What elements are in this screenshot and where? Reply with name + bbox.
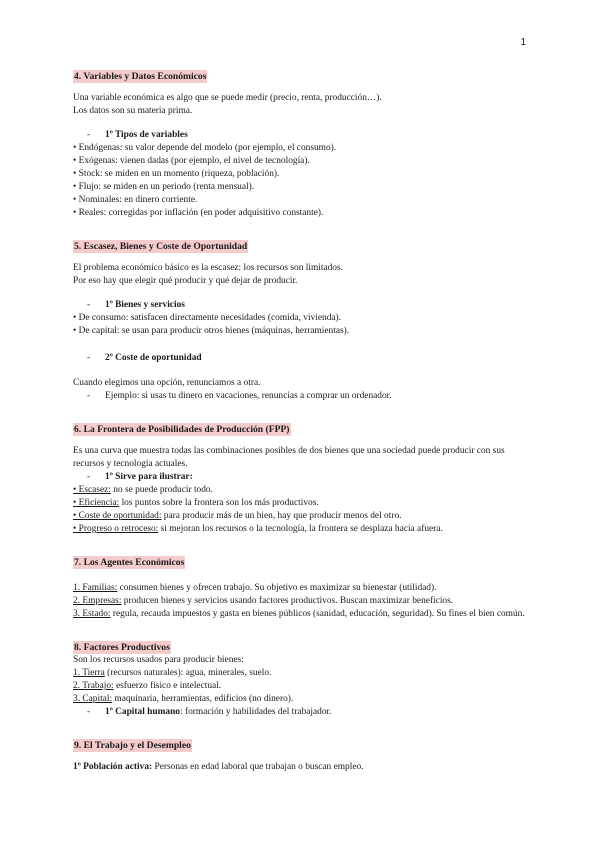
list-item: • Nominales: en dinero corriente. <box>73 195 198 205</box>
subheading: - 1º Bienes y servicios <box>87 300 185 310</box>
list-item: • Stock: se miden en un momento (riqueza, población). <box>73 169 280 179</box>
list-item: 3. Capital: maquinaria, herramientas, edificios (no dinero). <box>73 694 294 704</box>
section-title: 8. Factores Productivos <box>74 642 170 653</box>
list-item: 3. Estado: regula, recauda impuestos y gasta en bienes públicos (sanidad, educación, seguridad). Su fines el bien común. <box>73 609 525 619</box>
section-title: 4. Variables y Datos Económicos <box>74 71 207 82</box>
section-8 <box>73 641 533 719</box>
list-item: • De capital: se usan para producir otros bienes (máquinas, herramientas). <box>73 326 350 336</box>
paragraph: Una variable económica es algo que se puede medir (precio, renta, producción…). <box>73 93 382 103</box>
subheading: - 1º Sirve para ilustrar: <box>87 472 193 482</box>
list-item: 1. Tierra (recursos naturales): agua, minerales, suelo. <box>73 668 272 678</box>
list-item: • Progreso o retroceso: si mejoran los recursos o la tecnología, la frontera se desplaza hacia afuera. <box>73 524 443 534</box>
section-5 <box>73 240 533 403</box>
section-9 <box>73 739 533 774</box>
paragraph: Por eso hay que elegir qué producir y qué dejar de producir. <box>73 276 298 286</box>
list-item: • Coste de oportunidad: para producir más de un bien, hay que producir menos del otro. <box>73 511 402 521</box>
list-item: 2. Trabajo: esfuerzo físico e intelectual. <box>73 681 222 691</box>
list-item: • Endógenas: su valor depende del modelo (por ejemplo, el consumo). <box>73 143 337 153</box>
list-item: • De consumo: satisfacen directamente necesidades (comida, vivienda). <box>73 313 342 323</box>
section-7 <box>73 556 533 621</box>
list-item: • Reales: corregidas por inflación (en poder adquisitivo constante). <box>73 208 324 218</box>
subheading: - 1º Tipos de variables <box>87 130 188 140</box>
subheading: - 2º Coste de oportunidad <box>87 353 202 363</box>
paragraph: Cuando elegimos una opción, renunciamos a otra. <box>73 378 261 388</box>
section-title: 9. El Trabajo y el Desempleo <box>74 740 191 751</box>
document-body <box>73 70 533 782</box>
section-4 <box>73 70 533 220</box>
list-item: 1. Familias: consumen bienes y ofrecen trabajo. Su objetivo es maximizar su bienestar (utilidad). <box>73 583 437 593</box>
list-item: - 1º Capital humano: formación y habilidades del trabajador. <box>87 707 332 717</box>
list-item: • Eficiencia: los puntos sobre la frontera son los más productivos. <box>73 498 319 508</box>
paragraph: 1º Población activa: Personas en edad laboral que trabajan o buscan empleo. <box>73 762 364 772</box>
paragraph: Es una curva que muestra todas las combinaciones posibles de dos bienes que una sociedad puede producir con sus recursos y tecnología actuales. <box>73 446 505 469</box>
section-6 <box>73 423 533 536</box>
page-number: 1 <box>520 37 526 48</box>
list-item: • Exógenas: vienen dadas (por ejemplo, el nivel de tecnología). <box>73 156 310 166</box>
section-title: 7. Los Agentes Económicos <box>74 557 185 568</box>
paragraph: Son los recursos usados para producir bienes: <box>73 655 244 665</box>
paragraph: El problema económico básico es la escasez: los recursos son limitados. <box>73 263 343 273</box>
list-item: • Escasez: no se puede producir todo. <box>73 485 213 495</box>
list-item: 2. Empresas: producen bienes y servicios usando factores productivos. Buscan maximizar beneficios. <box>73 596 454 606</box>
list-item: • Flujo: se miden en un periodo (renta mensual). <box>73 182 255 192</box>
paragraph: Los datos son su materia prima. <box>73 106 193 116</box>
list-item: - Ejemplo: si usas tu dinero en vacaciones, renuncias a comprar un ordenador. <box>87 391 392 401</box>
section-title: 6. La Frontera de Posibilidades de Producción (FPP) <box>74 424 290 435</box>
section-title: 5. Escasez, Bienes y Coste de Oportunidad <box>74 241 248 252</box>
